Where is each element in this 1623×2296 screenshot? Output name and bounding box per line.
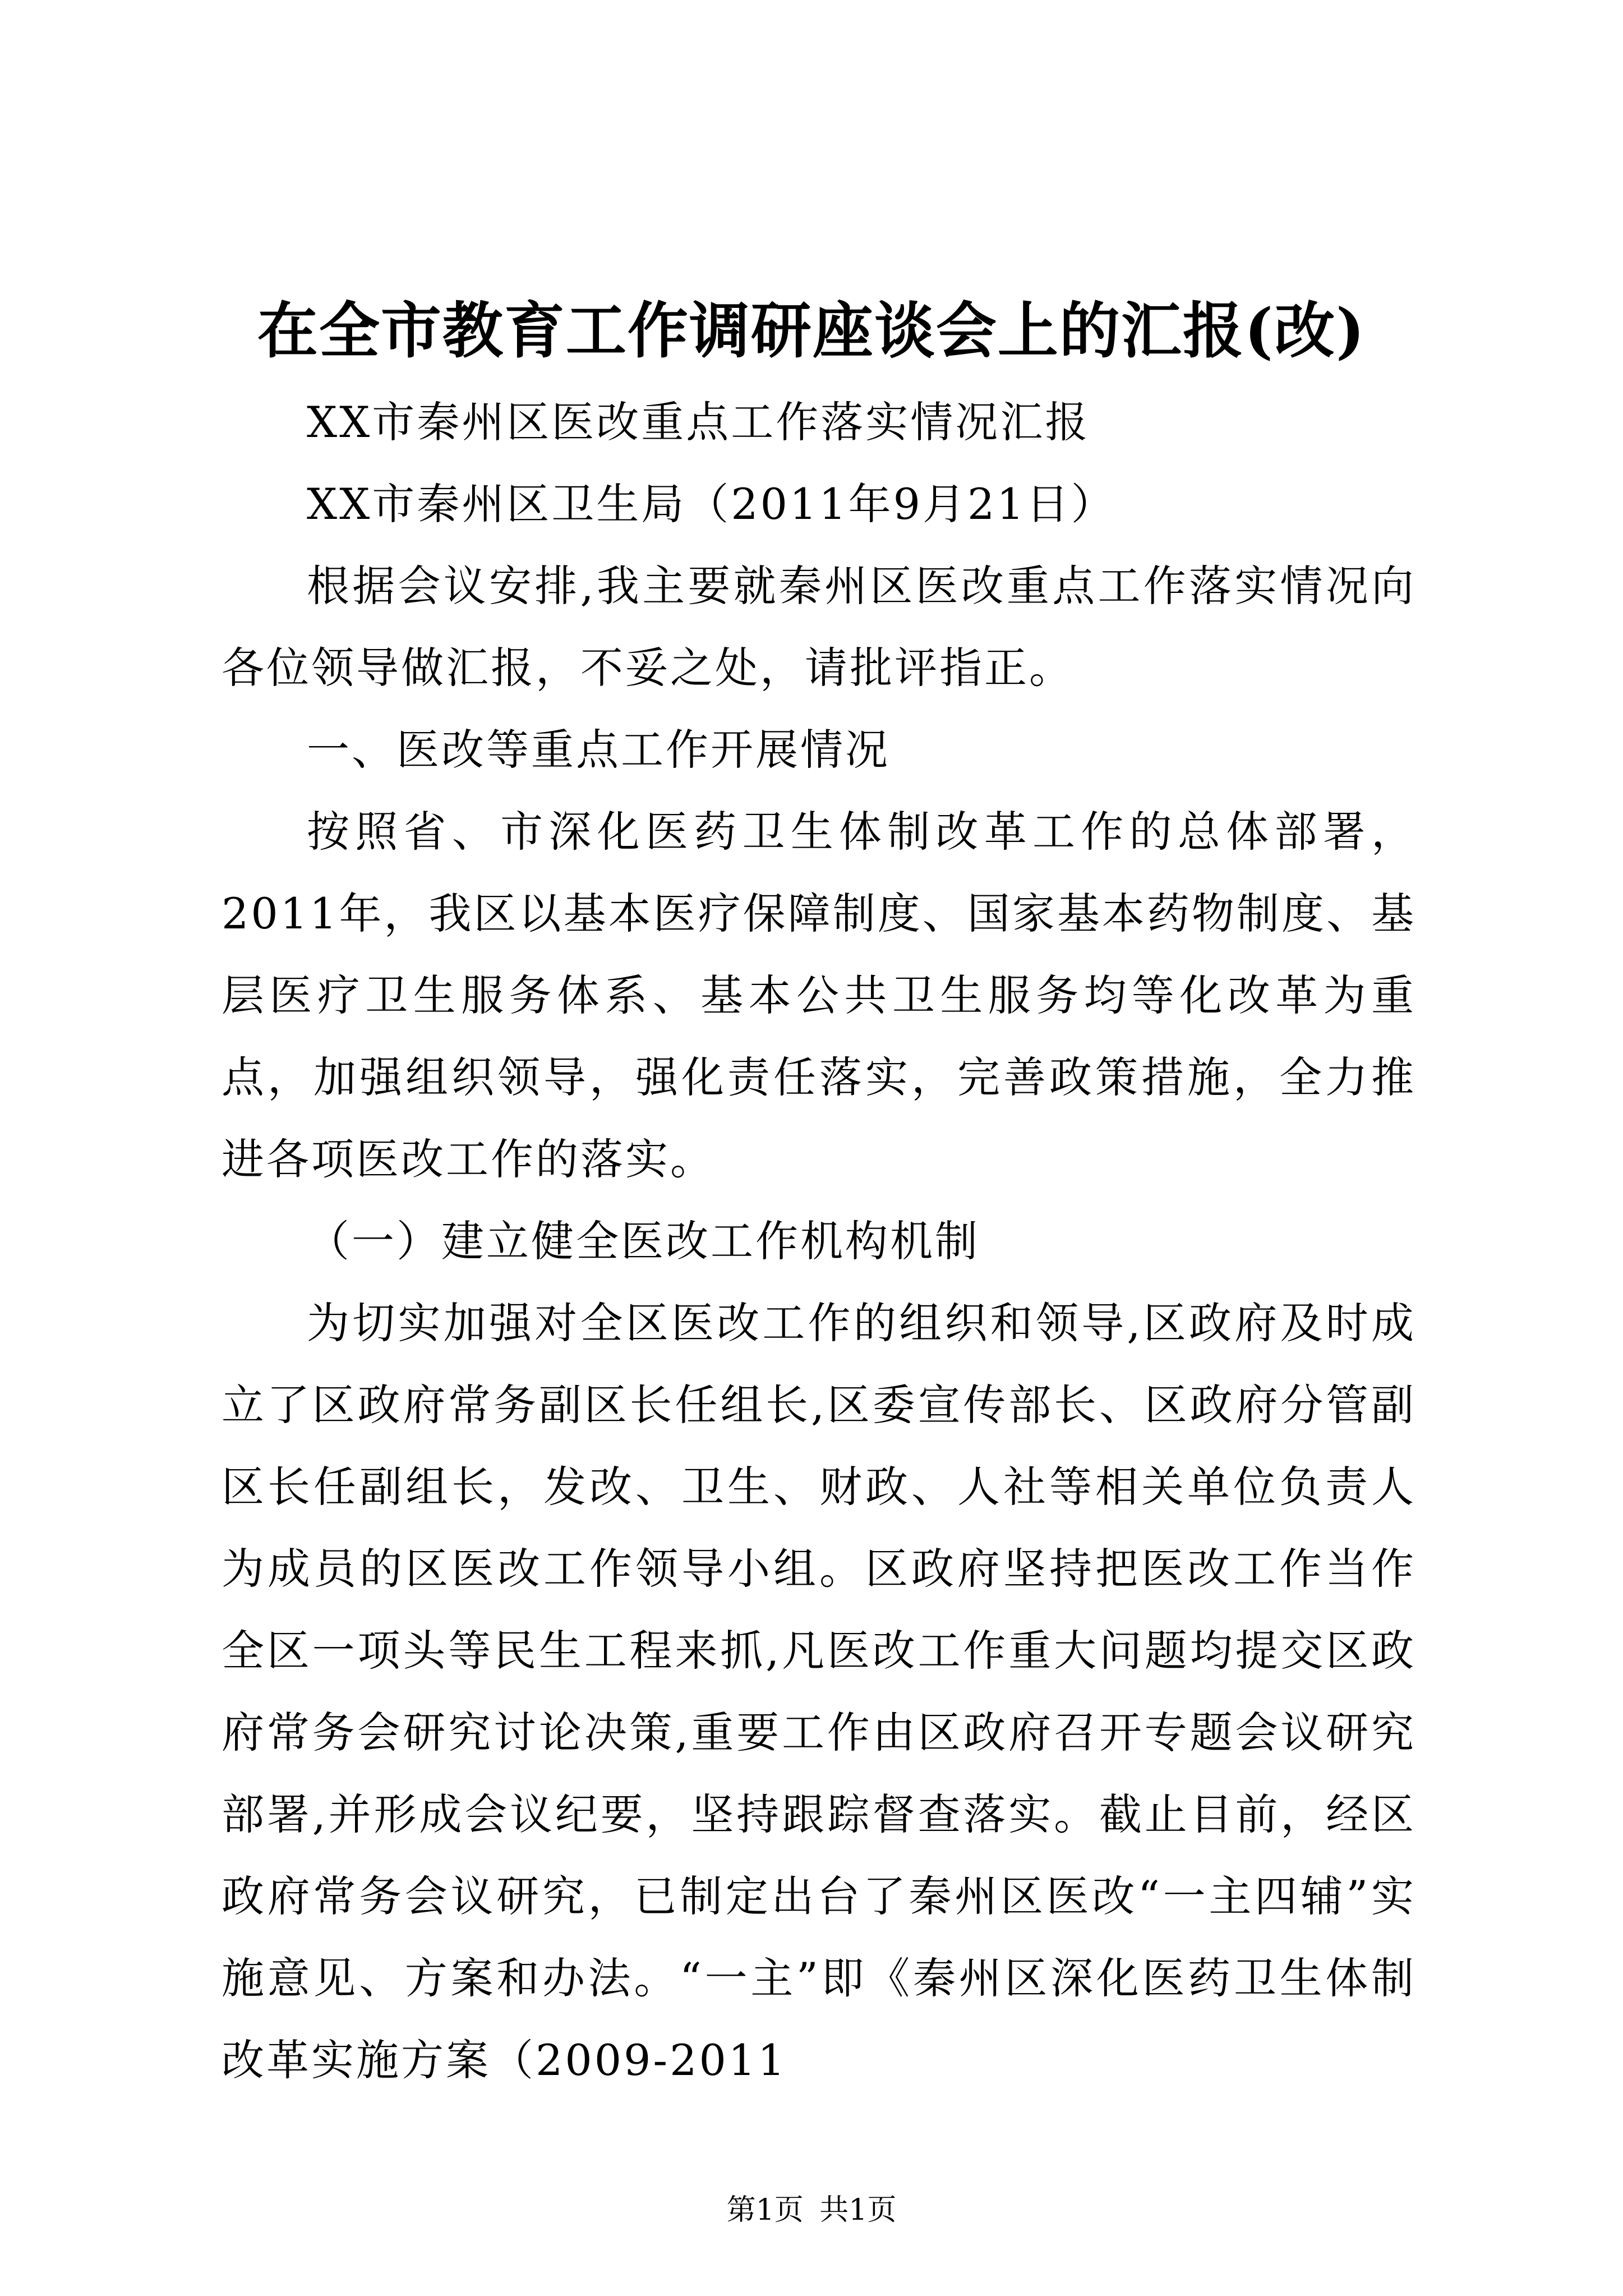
paragraph-mechanism: 为切实加强对全区医改工作的组织和领导,区政府及时成立了区政府常务副区长任组长,区委宣传部长、区政府分管副区长任副组长，发改、卫生、财政、人社等相关单位负责人为成员的区医改工作领导小组。区政府坚持把医改工作当作全区一项头等民生工程来抓,凡医改工作重大问题均提交区政府常务会研究讨论决策,重要工作由区政府召开专题会议研究部署,并形成会议纪要，坚持跟踪督查落实。截止目前，经区政府常务会议研究，已制定出台了秦州区医改“一主四辅”实施意见、方案和办法。“一主”即《秦州区深化医药卫生体制改革实施方案（2009-2011	[222, 1298, 1416, 2085]
page-footer	[0, 2191, 1623, 2230]
section-heading-1: 一、医改等重点工作开展情况	[307, 725, 890, 775]
page-total: 共1页	[819, 2193, 897, 2227]
paragraph-intro: 根据会议安排,我主要就秦州区医改重点工作落实情况向各位领导做汇报，不妥之处，请批评指正。	[222, 561, 1416, 693]
document-title: 在全市教育工作调研座谈会上的汇报(改)	[257, 296, 1366, 366]
page-number: 第1页	[726, 2193, 804, 2227]
paragraph-overview: 按照省、市深化医药卫生体制改革工作的总体部署，2011年，我区以基本医疗保障制度、国家基本药物制度、基层医疗卫生服务体系、基本公共卫生服务均等化改革为重点，加强组织领导，强化责任落实，完善政策措施，全力推进各项医改工作的落实。	[222, 807, 1416, 1184]
paragraph-report-title: XX市秦州区医改重点工作落实情况汇报	[307, 397, 1090, 447]
subsection-heading-1: （一）建立健全医改工作机构机制	[307, 1216, 980, 1266]
paragraph-author-date: XX市秦州区卫生局（2011年9月21日）	[307, 479, 1116, 529]
document-body	[222, 381, 1416, 2101]
